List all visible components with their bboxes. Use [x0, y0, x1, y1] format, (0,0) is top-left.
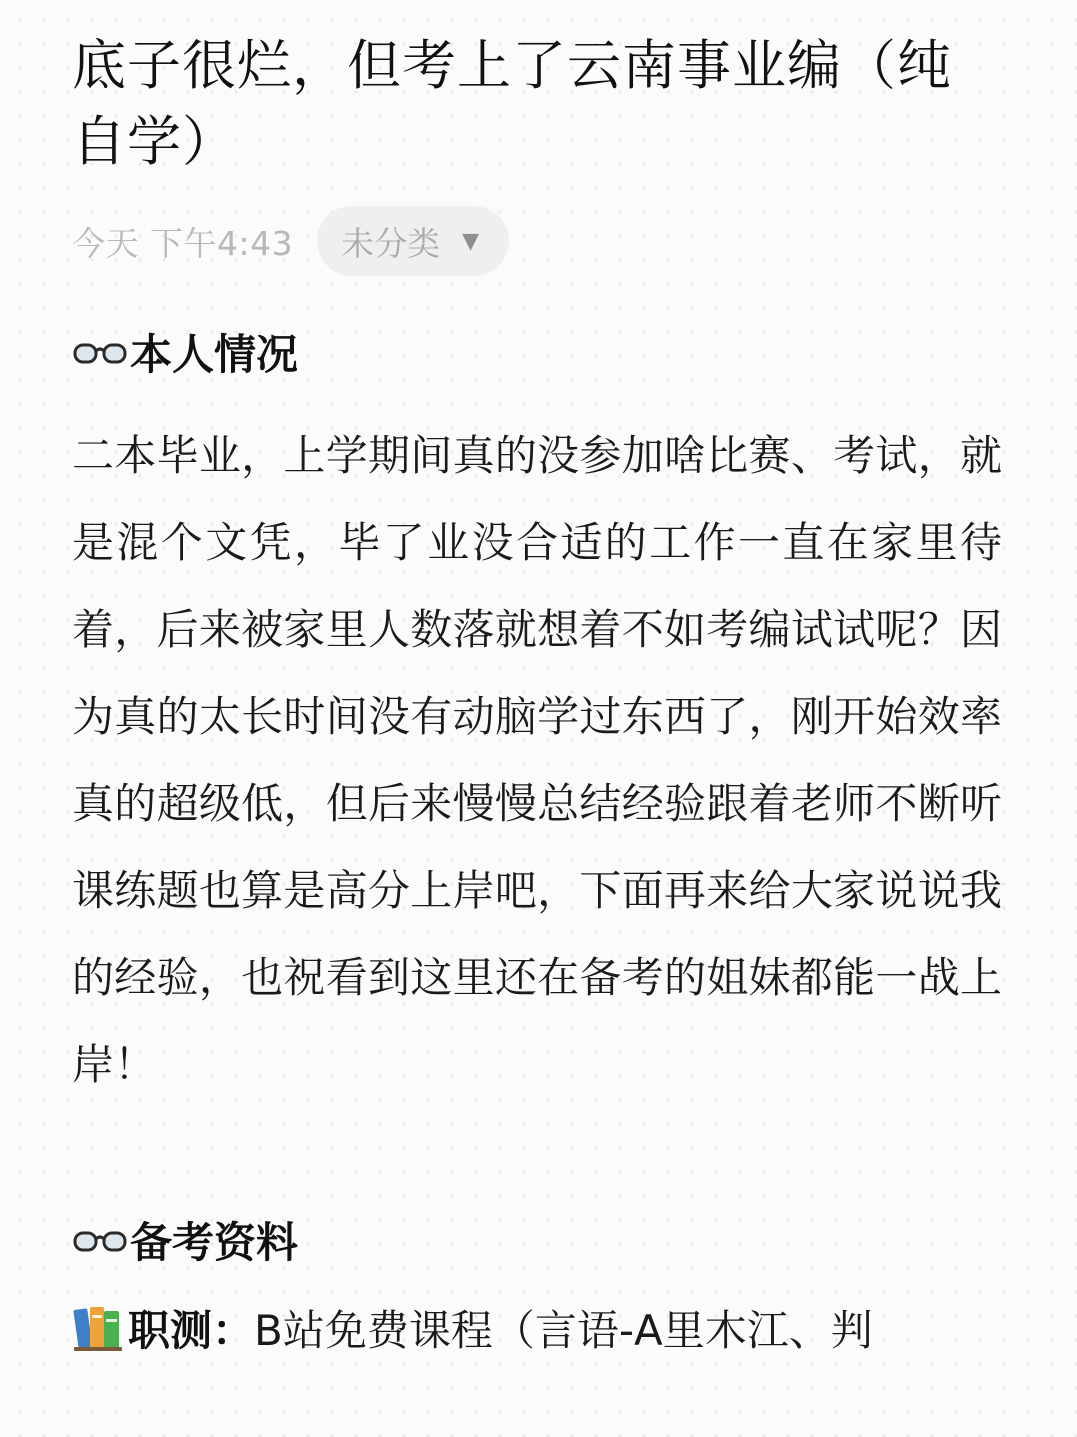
books-icon: [72, 1303, 124, 1353]
section-heading-materials: [72, 1210, 1002, 1270]
section-heading-personal: [72, 322, 1002, 382]
category-dropdown[interactable]: [317, 206, 509, 276]
section-heading-label: 本人情况: [130, 330, 299, 379]
resource-item[interactable]: [72, 1298, 1002, 1358]
resource-label: 职测：: [128, 1306, 255, 1355]
glasses-icon: [72, 340, 128, 368]
glasses-icon: [72, 1228, 128, 1256]
section-heading-label: 备考资料: [130, 1218, 299, 1267]
section-paragraph[interactable]: 二本毕业，上学期间真的没参加啥比赛、考试，就是混个文凭，毕了业没合适的工作一直在家里待着，后来被家里人数落就想着不如考编试试呢？因为真的太长时间没有动脑学过东西了，刚开始效率真的超级低，但后来慢慢总结经验跟着老师不断听课练题也算是高分上岸吧，下面再来给大家说说我的经验，也祝看到这里还在备考的姐妹都能一战上岸！: [72, 431, 1002, 1089]
note-content: [72, 0, 1002, 1358]
category-label: 未分类: [341, 223, 441, 263]
resource-text: B站免费课程（言语-A里木江、判: [254, 1306, 873, 1355]
note-title[interactable]: 底子很烂，但考上了云南事业编（纯自学）: [72, 34, 952, 173]
note-date: 今天 下午4:43: [72, 223, 294, 263]
note-meta: [72, 206, 1002, 276]
chevron-down-icon: ▼: [462, 228, 480, 254]
